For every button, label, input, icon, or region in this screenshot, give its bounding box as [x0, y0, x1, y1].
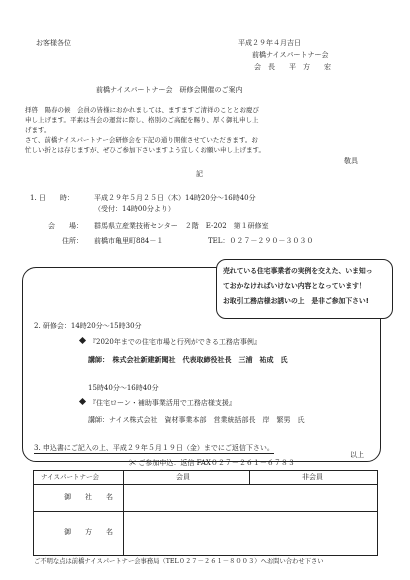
body-line-3: げます。 — [25, 126, 51, 134]
diamond-bullet-icon — [79, 337, 86, 344]
sender-name: 会 長 平 方 宏 — [254, 63, 331, 71]
reception-time: （受付：14時00分より） — [94, 205, 175, 213]
letter-date: 平成２９年４月吉日 — [238, 39, 301, 47]
attendee-name-label: 御 方 名 — [64, 528, 113, 536]
session2-speaker: 講師：ナイス株式会社 資材事業本部 営業統括部長 岸 繁男 氏 — [88, 416, 305, 424]
fax-line: ご参加申込：返信 FAX０２７－２６１－６７８３ — [138, 459, 295, 467]
company-name-field[interactable] — [126, 487, 372, 509]
form-cut-header — [62, 459, 362, 468]
body-line-5: 忙しい折とは存じますが、ぜひご参加下さいますよう宜しくお願い申し上げます。 — [25, 146, 265, 154]
document-title: 前橋ナイスパートナー会 研修会開催のご案内 — [96, 86, 243, 94]
callout-line-3: お取引工務店様お誘いの上 是非ご参加下さい! — [223, 297, 369, 305]
session1-title: 『2020年までの住宅市場と行列ができる工務店事例』 — [89, 338, 261, 346]
scissors-icon: ✂ — [129, 459, 137, 467]
col-header-member: 会員 — [176, 473, 190, 481]
venue-tel: TEL：０２７－２９０－３０３０ — [208, 237, 314, 245]
col-header-nonmember: 非会員 — [302, 473, 323, 481]
program-heading: 2. 研修会：14時20分～15時30分 — [34, 322, 142, 330]
deadline-note: 3. 申込書にご記入の上、平成２９年５月１９日（金）までにご返信下さい。 — [34, 444, 274, 452]
promo-callout — [216, 259, 393, 319]
closing-keigu: 敬具 — [344, 157, 358, 165]
date-value: 平成２９年５月２５日（木）14時20分～16時40分 — [94, 194, 256, 202]
address-value: 前橋市亀里町884－１ — [94, 237, 164, 245]
footer-contact: ご不明な点は前橋ナイスパートナー会事務局（TEL０２７－２６１－８００３）へお問い合わせ下さい — [34, 558, 324, 565]
signup-form-table — [33, 470, 378, 556]
venue-label: 会 場： — [48, 222, 83, 230]
address-label: 住所： — [62, 237, 83, 245]
company-name-label: 御 社 名 — [64, 493, 113, 501]
session2-time: 15時40分～16時40分 — [88, 384, 159, 392]
date-label: 1. 日 時： — [30, 194, 74, 202]
callout-line-1: 売れている住宅事業者の実例を交えた、いま知っ — [223, 267, 373, 275]
col-header-partner: ナイスパートナー会 — [41, 473, 99, 481]
sender-organization: 前橋ナイスパートナー会 — [252, 51, 329, 59]
callout-line-2: ておかなければいけない内容となっています！ — [223, 282, 366, 290]
session2-title-row — [80, 399, 236, 408]
session2-title: 『住宅ローン・補助事業活用で工務店様支援』 — [89, 399, 236, 407]
session1-speaker: 講師： 株式会社新建新聞社 代表取締役社長 三浦 祐成 氏 — [88, 355, 288, 364]
body-line-1: 拝啓 陽春の候 会員の皆様におかれましては、ますますご清祥のこととお慶び — [25, 106, 259, 114]
session1-title-row — [80, 338, 261, 347]
ki-marker: 記 — [196, 170, 203, 178]
recipient-line: お客様各位 — [36, 39, 71, 47]
ijou-marker: 以上 — [350, 451, 364, 459]
attendee-name-field[interactable] — [126, 514, 372, 552]
diamond-bullet-icon — [79, 398, 86, 405]
body-line-4: さて、前橋ナイスパートナー会研修会を下記の通り開催させていただきます。お — [25, 136, 258, 144]
body-line-2: 申し上げます。平素は当会の運営に際し、格別のご高配を賜り、厚く御礼申し上 — [25, 116, 259, 124]
venue-value: 群馬県立産業技術センター ２階 E-202 第１研修室 — [94, 222, 269, 230]
